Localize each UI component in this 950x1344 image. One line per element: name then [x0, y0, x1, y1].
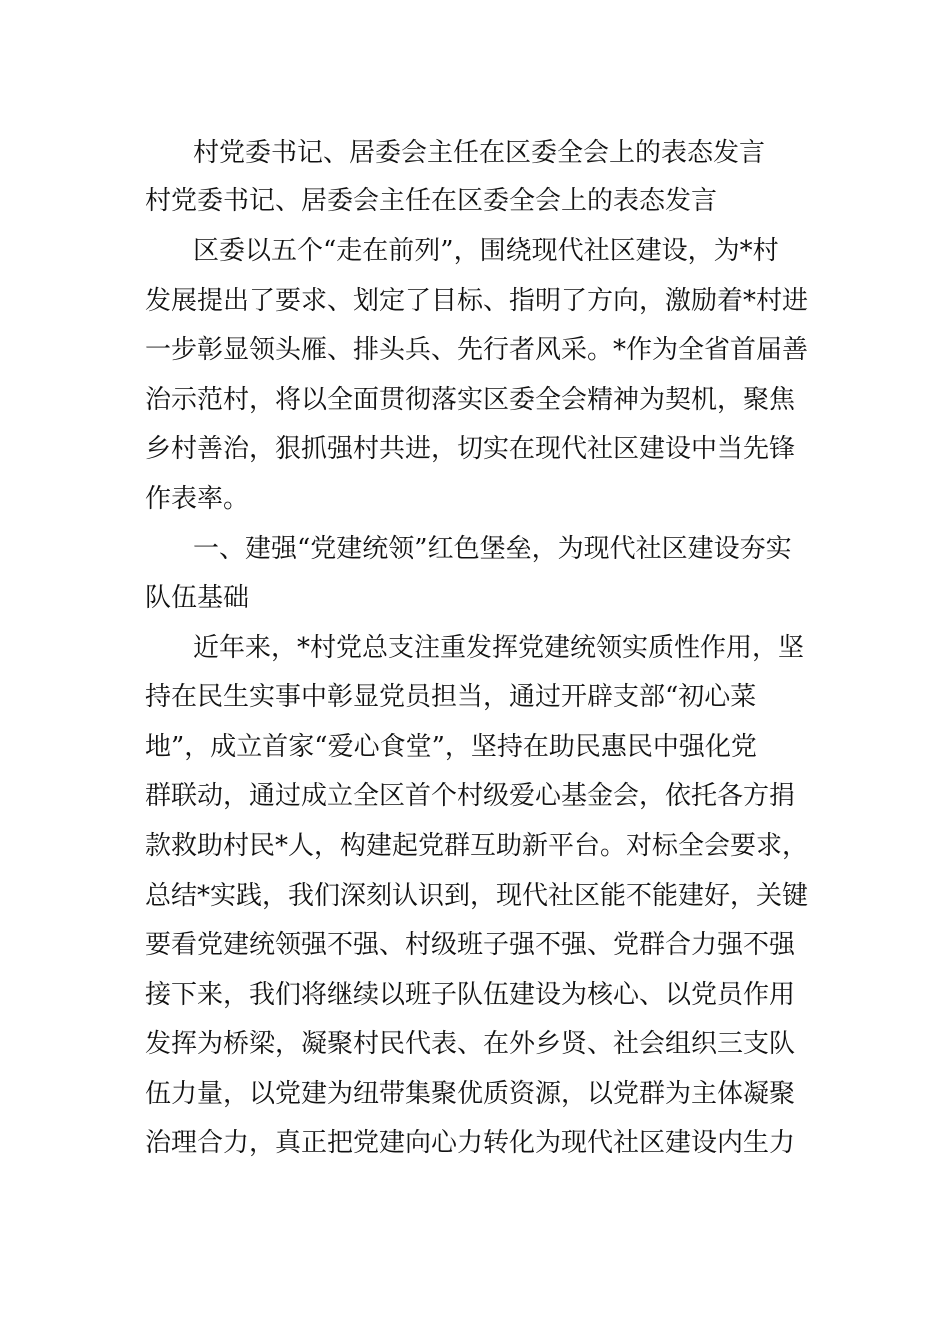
paragraph-line: 总结*实践，我们深刻认识到，现代社区能不能建好，关键	[145, 881, 809, 911]
paragraph-line: 近年来，*村党总支注重发挥党建统领实质性作用，坚	[193, 633, 805, 663]
paragraph-line: 区委以五个“走在前列”，围绕现代社区建设，为*村	[193, 236, 779, 266]
paragraph-line: 地”，成立首家“爱心食堂”，坚持在助民惠民中强化党	[145, 732, 757, 762]
paragraph-line: 一步彰显领头雁、排头兵、先行者风采。*作为全省首届善	[145, 335, 809, 365]
paragraph-line: 款救助村民*人，构建起党群互助新平台。对标全会要求，	[145, 831, 809, 861]
document-title: 村党委书记、居委会主任在区委全会上的表态发言	[145, 186, 718, 216]
section-heading-line: 队伍基础	[145, 583, 250, 613]
paragraph-line: 作表率。	[145, 484, 250, 514]
paragraph-line: 伍力量，以党建为纽带集聚优质资源，以党群为主体凝聚	[145, 1079, 796, 1109]
section-heading-line: 一、建强“党建统领”红色堡垒，为现代社区建设夯实	[193, 534, 792, 564]
document-title-repeat: 村党委书记、居委会主任在区委全会上的表态发言	[193, 138, 766, 168]
paragraph-line: 发展提出了要求、划定了目标、指明了方向，激励着*村进	[145, 286, 809, 316]
paragraph-line: 要看党建统领强不强、村级班子强不强、党群合力强不强	[145, 930, 796, 960]
paragraph-line: 乡村善治，狠抓强村共进，切实在现代社区建设中当先锋	[145, 434, 796, 464]
paragraph-line: 治示范村，将以全面贯彻落实区委全会精神为契机，聚焦	[145, 385, 796, 415]
paragraph-line: 群联动，通过成立全区首个村级爱心基金会，依托各方捐	[145, 781, 796, 811]
paragraph-line: 接下来，我们将继续以班子队伍建设为核心、以党员作用	[145, 980, 796, 1010]
paragraph-line: 治理合力，真正把党建向心力转化为现代社区建设内生力	[145, 1128, 796, 1158]
paragraph-line: 发挥为桥梁，凝聚村民代表、在外乡贤、社会组织三支队	[145, 1029, 796, 1059]
paragraph-line: 持在民生实事中彰显党员担当，通过开辟支部“初心菜	[145, 682, 757, 712]
